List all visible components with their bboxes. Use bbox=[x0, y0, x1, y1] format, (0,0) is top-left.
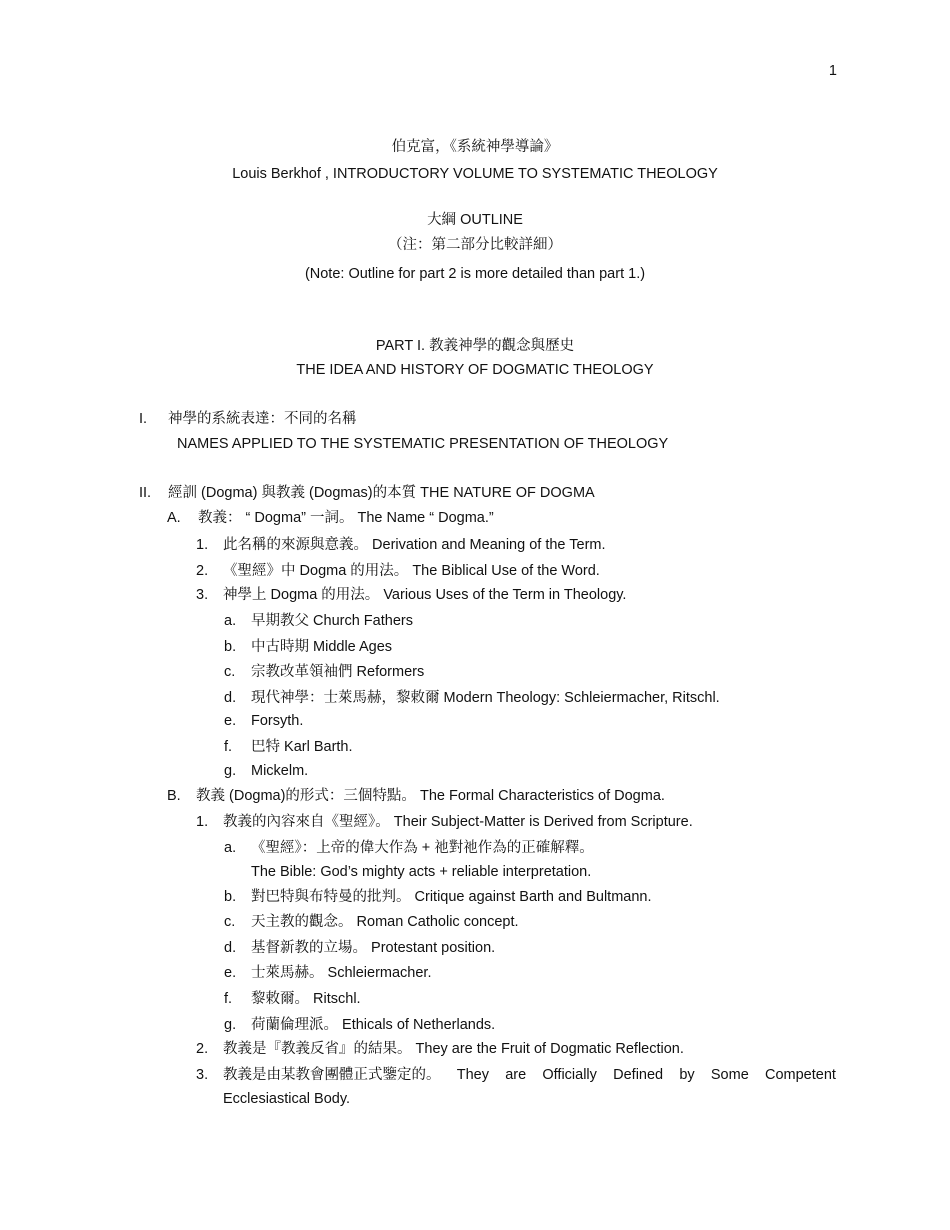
outline-heading-b: 教義 (Dogma)的形式：三個特點。 The Formal Characteristics of Dogma. bbox=[196, 788, 665, 804]
list-item: 此名稱的來源與意義。 Derivation and Meaning of the Term. bbox=[223, 537, 606, 553]
sub-item-letter: a. bbox=[224, 613, 237, 629]
sub-item: 早期教父 Church Fathers bbox=[251, 613, 413, 629]
item-number: 2. bbox=[196, 1041, 209, 1057]
sub-item: Forsyth. bbox=[251, 713, 304, 729]
sub-item-letter: a. bbox=[224, 840, 237, 856]
word: Competent bbox=[764, 1067, 836, 1083]
item-number: 3. bbox=[196, 1067, 209, 1083]
sub-item: 黎敕爾。 Ritschl. bbox=[251, 991, 361, 1007]
sub-item: 基督新教的立場。 Protestant position. bbox=[251, 940, 496, 956]
word: Officially bbox=[542, 1067, 597, 1083]
outline-heading: 大綱 OUTLINE bbox=[427, 212, 523, 228]
item-number: 2. bbox=[196, 563, 209, 579]
sub-item: 《聖經》：上帝的偉大作為 + 祂對祂作為的正確解釋。 bbox=[251, 840, 594, 856]
title-chinese: 伯克富，《系統神學導論》 bbox=[391, 139, 559, 155]
sub-item-continuation: The Bible: God’s mighty acts + reliable interpretation. bbox=[251, 864, 592, 880]
item-number: 3. bbox=[196, 587, 209, 603]
item-number: 1. bbox=[196, 814, 209, 830]
sub-item-letter: f. bbox=[224, 739, 233, 755]
sub-item-letter: b. bbox=[224, 889, 237, 905]
page-number: 1 bbox=[828, 63, 837, 79]
word: are bbox=[505, 1067, 527, 1083]
sub-item-letter: c. bbox=[224, 914, 236, 930]
sub-item: 荷蘭倫理派。 Ethicals of Netherlands. bbox=[251, 1017, 496, 1033]
sub-item: 巴特 Karl Barth. bbox=[251, 739, 353, 755]
sub-item-letter: g. bbox=[224, 763, 237, 779]
word: Defined bbox=[613, 1067, 664, 1083]
section-heading-chinese: 神學的系統表達：不同的名稱 bbox=[168, 411, 357, 427]
section-number: I. bbox=[139, 411, 148, 427]
sub-item: 中古時期 Middle Ages bbox=[251, 639, 393, 655]
sub-item: 天主教的觀念。 Roman Catholic concept. bbox=[251, 914, 519, 930]
note-english: (Note: Outline for part 2 is more detailed than part 1.) bbox=[304, 266, 646, 282]
item-text-chinese: 教義是由某教會團體正式鑒定的。 bbox=[223, 1067, 441, 1083]
sub-item: 士萊馬赫。 Schleiermacher. bbox=[251, 965, 432, 981]
outline-letter: A. bbox=[167, 510, 181, 526]
sub-item: 現代神學：士萊馬赫，黎敕爾 Modern Theology: Schleiermacher, Ritschl. bbox=[251, 690, 720, 706]
sub-item-letter: b. bbox=[224, 639, 237, 655]
section-heading: 經訓 (Dogma) 與教義 (Dogmas)的本質 THE NATURE OF DOGMA bbox=[168, 485, 595, 501]
sub-item-letter: d. bbox=[224, 940, 237, 956]
sub-item-letter: c. bbox=[224, 664, 236, 680]
word: They bbox=[456, 1067, 489, 1083]
justified-line bbox=[223, 1066, 836, 1084]
sub-item: 宗教改革領袖們 Reformers bbox=[251, 664, 425, 680]
title-english: Louis Berkhof , INTRODUCTORY VOLUME TO SYSTEMATIC THEOLOGY bbox=[232, 166, 718, 182]
sub-item-letter: g. bbox=[224, 1017, 237, 1033]
part-title-chinese: PART I. 教義神學的觀念與歷史 bbox=[375, 338, 575, 354]
sub-item-letter: e. bbox=[224, 713, 237, 729]
list-item-continuation: Ecclesiastical Body. bbox=[223, 1091, 351, 1107]
sub-item: 對巴特與布特曼的批判。 Critique against Barth and Bultmann. bbox=[251, 889, 652, 905]
outline-letter: B. bbox=[167, 788, 181, 804]
sub-item: Mickelm. bbox=[251, 763, 309, 779]
word: by bbox=[679, 1067, 695, 1083]
item-number: 1. bbox=[196, 537, 209, 553]
outline-heading-a: 教義： “ Dogma” 一詞。 The Name “ Dogma.” bbox=[198, 510, 494, 526]
part-title-english: THE IDEA AND HISTORY OF DOGMATIC THEOLOGY bbox=[296, 362, 654, 378]
sub-item-letter: d. bbox=[224, 690, 237, 706]
word: Some bbox=[710, 1067, 749, 1083]
list-item: 教義是『教義反省』的結果。 They are the Fruit of Dogmatic Reflection. bbox=[223, 1041, 684, 1057]
section-number: II. bbox=[139, 485, 152, 501]
sub-item-letter: f. bbox=[224, 991, 233, 1007]
list-item: 《聖經》中 Dogma 的用法。 The Biblical Use of the Word. bbox=[223, 563, 600, 579]
sub-item-letter: e. bbox=[224, 965, 237, 981]
note-chinese: （注：第二部分比較詳細） bbox=[388, 237, 562, 253]
list-item: 神學上 Dogma 的用法。 Various Uses of the Term in Theology. bbox=[223, 587, 627, 603]
section-heading-english: NAMES APPLIED TO THE SYSTEMATIC PRESENTATION OF THEOLOGY bbox=[177, 436, 669, 452]
list-item: 教義的內容來自《聖經》。 Their Subject-Matter is Derived from Scripture. bbox=[223, 814, 693, 830]
